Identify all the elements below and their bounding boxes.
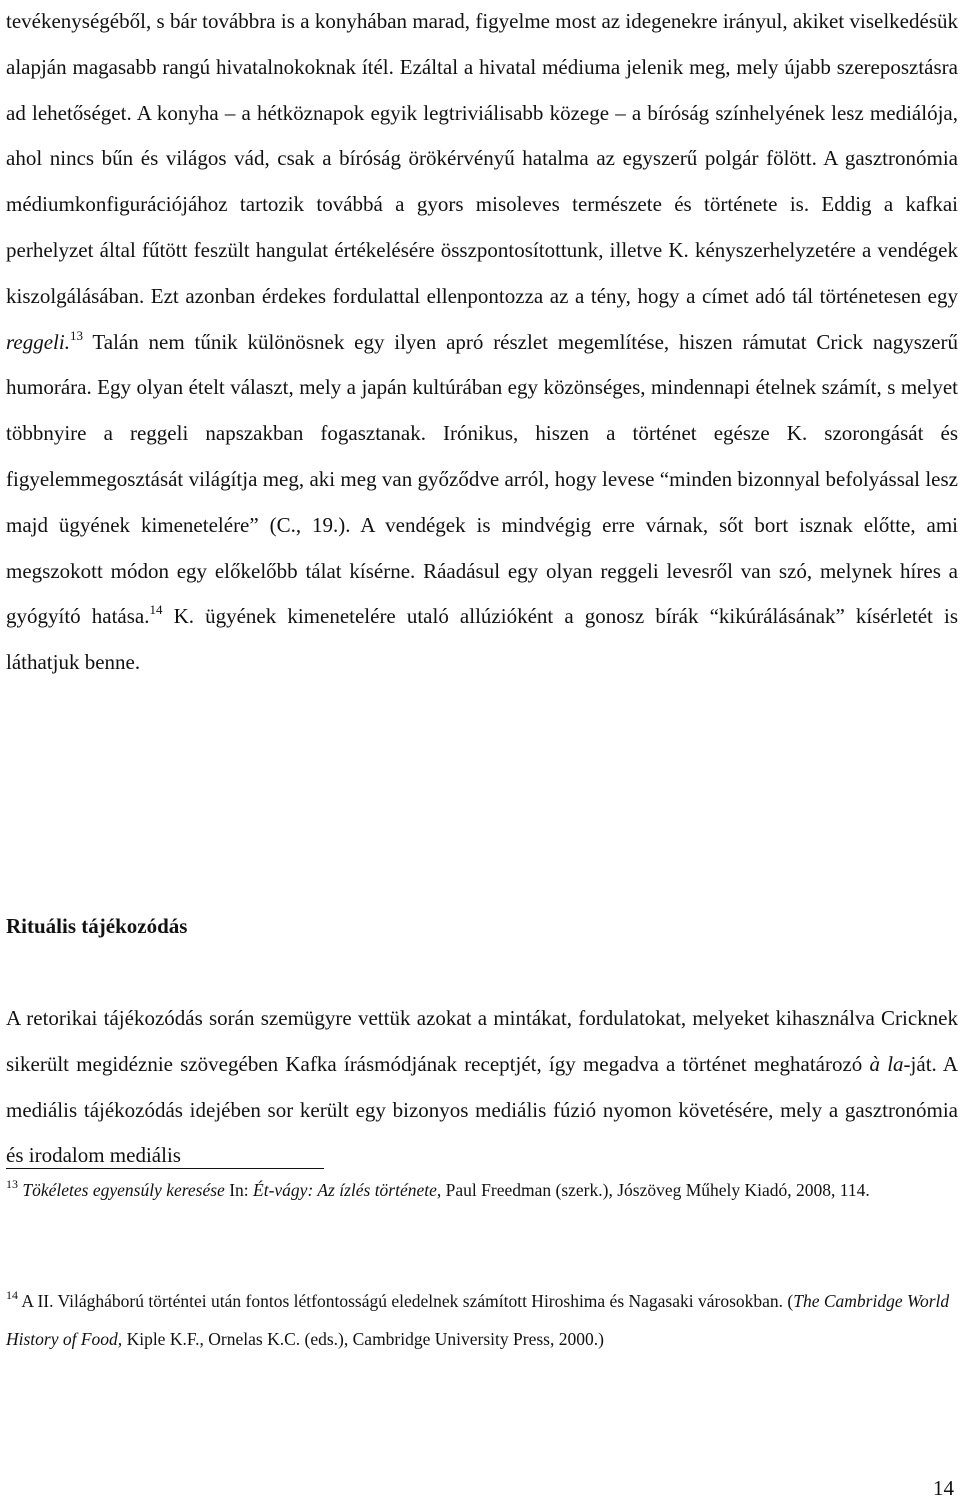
footnote-italic: Tökéletes egyensúly keresése	[22, 1180, 225, 1200]
paragraph-text: tevékenységéből, s bár továbbra is a konyhában marad, figyelme most az idegenekre irányul, akiket viselkedésük alapján magasabb rangú hivatalnokoknak ítél. Ezáltal a hivatal médiuma jelenik meg, mely újabb szereposztásra ad lehetőséget. A konyha – a hétköznapok egyik legtriviálisabb közege – a bíróság színhelyének lesz mediálója, ahol nincs bűn és világos vád, csak a bíróság örökérvényű hatalma az egyszerű polgár fölött. A gasztronómia médiumkonfigurációjához tartozik továbbá a gyors misoleves természete és története is. Eddig a kafkai perhelyzet által fűtött feszült hangulat értékelésére összpontosítottunk, illetve K. kényszerhelyzetére a vendégek kiszolgálásában. Ezt azonban érdekes fordulattal ellenpontozza az a tény, hogy a címet adó tál történetesen egy	[6, 9, 958, 308]
footnote-text: In:	[224, 1180, 254, 1200]
body-paragraph	[6, 0, 958, 686]
footnote-italic: Ét-vágy: Az ízlés története,	[253, 1180, 442, 1200]
footnote-text: A II. Világháború történtei után fontos létfontosságú eledelnek számított Hiroshima és Nagasaki városokban. (	[18, 1291, 794, 1311]
footnote-text: Paul Freedman (szerk.), Jószöveg Műhely Kiadó, 2008, 114.	[441, 1180, 870, 1200]
section-heading: Rituális tájékozódás	[6, 914, 188, 938]
paragraph-text: -ját. A mediális tájékozódás idejében sor került egy bizonyos mediális fúzió nyomon követésére, mely a gasztronómia és irodalom mediális	[6, 1051, 958, 1168]
paragraph-text: A retorikai tájékozódás során szemügyre vettük azokat a mintákat, fordulatokat, melyeket kihasználva Cricknek sikerült megidéznie szövegében Kafka írásmódjának receptjét, így megadva a történet meghatározó	[6, 1006, 958, 1076]
italic-term: à la	[869, 1051, 904, 1076]
footnote-text: Kiple K.F., Ornelas K.C. (eds.), Cambridge University Press, 2000.)	[122, 1329, 604, 1349]
italic-term: reggeli.	[6, 329, 70, 354]
footnote-number: 14	[6, 1288, 18, 1302]
footnote-number: 13	[6, 1177, 18, 1191]
footnote-reference[interactable]: 13	[69, 327, 83, 343]
page-number: 14	[933, 1476, 954, 1500]
footnote-separator	[6, 1168, 324, 1169]
footnote	[6, 1171, 958, 1209]
footnote-reference[interactable]: 14	[149, 602, 163, 618]
footnote	[6, 1282, 958, 1358]
body-paragraph	[6, 996, 958, 1179]
paragraph-text: Talán nem tűnik különösnek egy ilyen apró részlet megemlítése, hiszen rámutat Crick nagyszerű humorára. Egy olyan ételt választ, mely a japán kultúrában egy közönséges, mindennapi ételnek számít, s melyet többnyire a reggeli napszakban fogasztanak. Irónikus, hiszen a történet egésze K. szorongását és figyelemmegosztását világítja meg, aki meg van győződve arról, hogy levese “minden bizonnyal befolyással lesz majd ügyének kimenetelére” (C., 19.). A vendégek is mindvégig erre várnak, sőt bort isznak előtte, ami megszokott módon egy előkelőbb tálat kísérne. Ráadásul egy olyan reggeli levesről van szó, melynek híres a gyógyító hatása.	[6, 329, 958, 629]
paragraph-text: K. ügyének kimenetelére utaló allúzióként a gonosz bírák “kikúrálásának” kísérletét is láthatjuk benne.	[6, 604, 958, 675]
footnote-italic: The Cambridge World History of Food,	[6, 1291, 950, 1349]
